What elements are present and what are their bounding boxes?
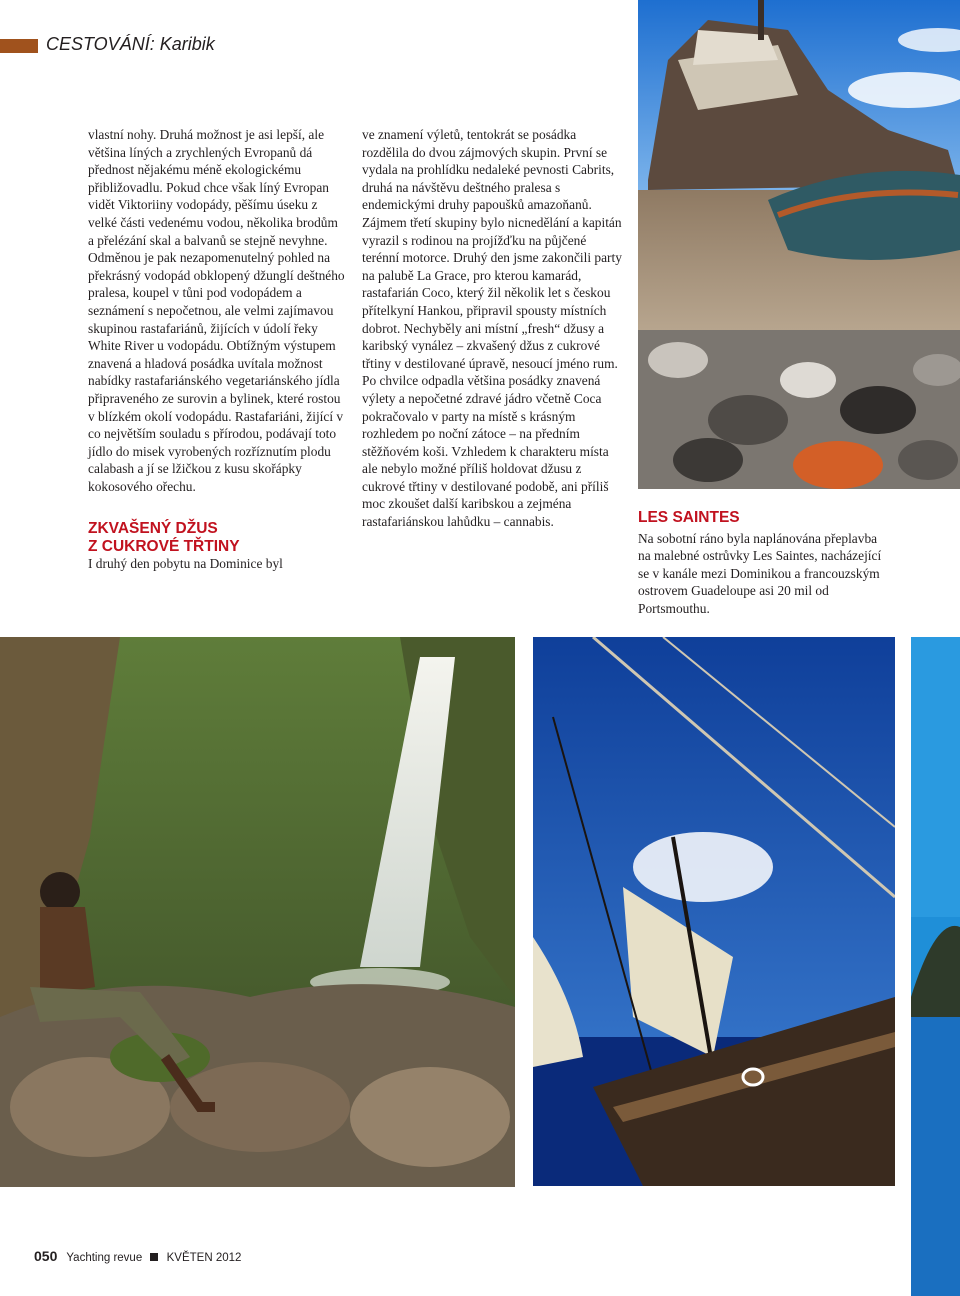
body-paragraph: ve znamení výletů, tentokrát se posádka rozdělila do dvou zájmových skupin. První se vydala na prohlídku nedaleké pevnosti Cabrits, druhá na návštěvu deštného pralesa s endemickými druhy papoušků amazoňanů. Zájmem třetí skupiny bylo nicnedělání a kapitán vyrazil s rodinou na projížďku na půjčené terénní motorce. Druhý den jsme zakončili party na palubě La Grace, pro kterou kamarád, rastafarián Coco, který žil několik let s českou přítelkyní Hankou, připravil spousty místních dobrot. Nechyběly ani místní „fresh“ džusy a karibský vynález – zkvašený džus z cukrové třtiny v destilované úpravě, nesoucí jméno rum. Po chvilce odpadla většina posádky znavená výlety a nepočetné zdravé jádro včetně Coca pokračovalo v party na místě s krásným rozhledem po noční zátoce – na předním stěžňovém koši. Vzhledem k charakteru místa ale nebylo možné příliš holdovat džusu z cukrové třtiny v destilované podobě, ani příliš moc zkoušet další karibskou a zejména rastafariánskou lahůdku – cannabis. [362,127,622,530]
article-column-2 [362,126,624,531]
waterfall-photo [0,637,515,1187]
article-column-1 [88,126,346,573]
body-paragraph: vlastní nohy. Druhá možnost je asi lepší, ale většina líných a zrychlených Evropanů dá přednost nějakému méně ekologickému přibližovadlu. Pokud chce však líný Evropan vidět Viktoriiny vodopády, pěšímu úseku z velké části vedenému vodou, několika brodům a přelézání skal a balvanů se stejně nevyhne. Odměnou je pak nezapomenutelný pohled na překrásný vodopád obklopený džunglí deštného pralesa, koupel v tůni pod vodopádem a seznámení s nepočetnou, ale velmi zajímavou skupinou rastafariánů, žijících v údolí řeky White River u vodopádu. Obtížným výstupem znavená a hladová posádka uvítala možnost nabídky rastafariánského vegetariánského jídla připraveného ze surovin a bylinek, které rostou v blízkém okolí vodopádu. Rastafariáni, žijící v co největším souladu s přírodou, podávají toto jídlo do misek vyrobených rozříznutím plodu calabash a jí se lžičkou z kusu skořápky kokosového ořechu. [88,127,345,494]
square-separator-icon [150,1253,158,1261]
page-footer [34,1248,241,1264]
sea-photo [911,637,960,1296]
section-color-bar [0,39,38,53]
subheading-les-saintes: LES SAINTES [638,509,740,526]
section-label: CESTOVÁNÍ: Karibik [46,34,215,54]
article-column-3 [638,509,888,617]
page-number: 050 [34,1248,58,1264]
issue-date: KVĚTEN 2012 [166,1252,242,1264]
subheading [88,520,346,555]
shipwreck-photo [638,0,960,489]
subheading-line-1: ZKVAŠENÝ DŽUS [88,520,218,538]
tall-ship-photo [533,637,895,1186]
body-paragraph: I druhý den pobytu na Dominice byl [88,556,283,572]
subheading-line-2: Z CUKROVÉ TŘTINY [88,537,240,555]
magazine-name: Yachting revue [66,1252,143,1264]
body-paragraph: Na sobotní ráno byla naplánována přeplavba na malebné ostrůvky Les Saintes, nacházející se v kanále mezi Dominikou a francouzským ostrovem Guadeloupe asi 20 mil od Portsmouthu. [638,530,882,616]
